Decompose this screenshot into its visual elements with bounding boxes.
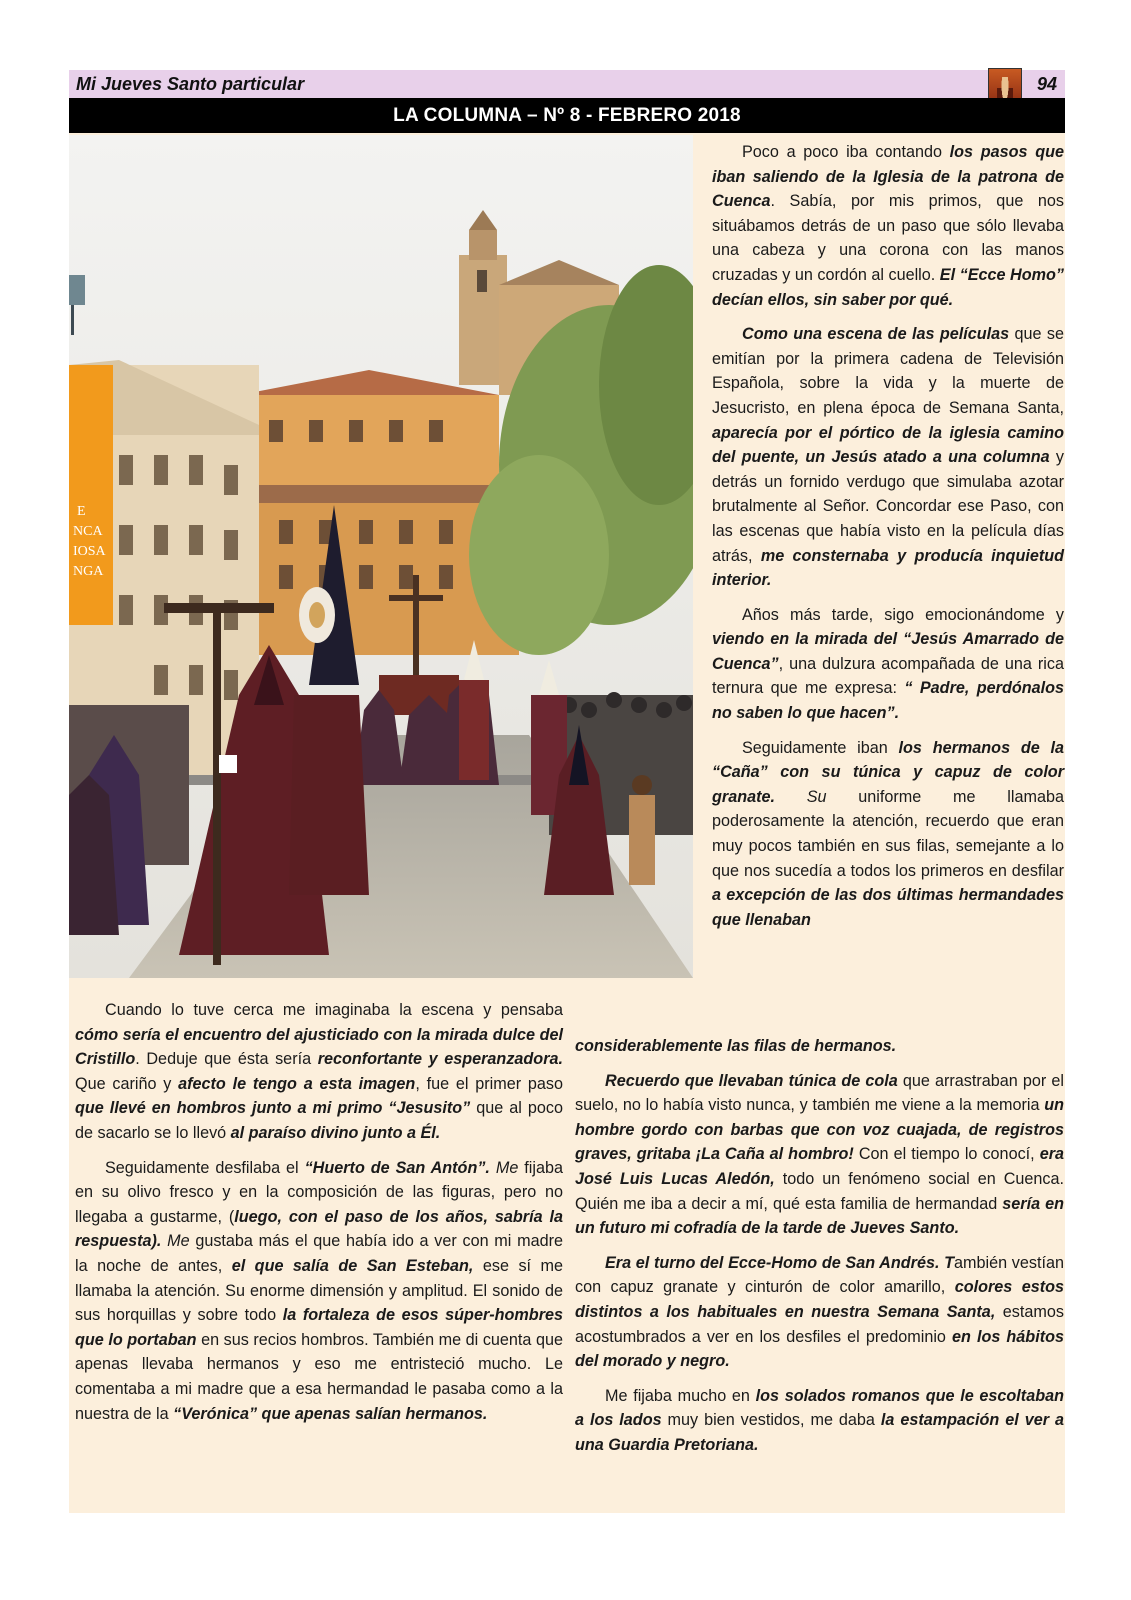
text-run: , fue el primer paso [415,1074,564,1093]
text-run: El “Ecce Homo” decían ellos, sin saber por qué. [712,265,1064,309]
text-run: Seguidamente iban [742,738,899,757]
text-run: Me [489,1158,519,1177]
text-run: la estampación el ver a una Guardia Pretoriana. [575,1411,1064,1454]
text-run: Seguidamente desfilaba el [105,1158,305,1177]
text-run: ese sí me llamaba la atención. Su enorme dimensión y amplitud. El sonido de sus horquillas y sobre todo [75,1256,564,1325]
text-run: . Deduje que ésta sería [135,1050,318,1069]
text-run: un hombre gordo con barbas que con voz cuajada, de registros graves, gritaba ¡La Caña al hombro! [575,1096,1064,1164]
text-run: Cuando lo tuve cerca me imaginaba la escena y pensaba [105,1001,563,1019]
page-number: 94 [1036,74,1057,94]
text-run: uniforme me llamaba poderosamente la atención, recuerdo que eran muy pocos también en sus filas, semejante a lo que nos sucedía a todos los primeros en desfilar [712,787,1064,880]
text-run: los hermanos de la “Caña” con su túnica y capuz de color granate. [712,738,1064,806]
text-run: . Sabía, por mis primos, que nos situábamos detrás de un paso que sólo llevaba una cabeza y una corona con las manos cruzadas y un cordón al cuello. [712,192,1064,284]
banner-line-4: NGA [73,564,104,579]
text-run: que arrastraban por el suelo, no lo había visto nunca, y también me viene a la memoria [575,1071,1064,1115]
text-run: viendo en la mirada del “Jesús Amarrado de Cuenca” [712,630,1064,673]
text-run: me consternaba y producía inquietud interior. [712,546,1065,590]
text-run: reconfortante y esperanzadora. [317,1050,563,1069]
text-run: Como una escena de las películas [742,325,1010,344]
text-run: luego, con el paso de los años, sabría la respuesta). [75,1207,563,1251]
text-run: gustaba más el que había ido a ver con mi madre la noche de antes, [75,1232,563,1275]
header-band [69,70,1065,98]
text-run: , una dulzura acompañada de una rica ternura que me expresa: [712,654,1064,698]
text-run: considerablemente las filas de hermanos. [575,1037,897,1055]
right-column-text [712,140,1064,942]
section-title: Mi Jueves Santo particular [76,74,305,94]
text-run: “ Padre, perdónalos no saben lo que hacen”. [712,679,1064,723]
procession-photo [69,135,693,978]
text-run: ambién vestían con capuz granate y cinturón de color amarillo, [575,1253,1064,1297]
paragraph [712,736,1064,933]
text-run: estamos acostumbrados a ver en los desfiles el predominio [575,1302,1064,1346]
paragraph-continuation [575,1034,1064,1059]
paragraph [75,998,563,1146]
text-run: afecto le tengo a esta imagen [178,1074,416,1093]
text-run: al paraíso divino junto a Él. [230,1123,441,1142]
text-run: Su [774,787,827,806]
text-run: muy bien vestidos, me daba [661,1411,881,1430]
text-run: “Huerto de San Antón”. [304,1158,490,1177]
paragraph [575,1251,1064,1374]
text-run: en los hábitos del morado y negro. [575,1327,1064,1371]
text-run: el que salía de San Esteban, [231,1256,474,1275]
paragraph [712,140,1064,312]
text-run: era José Luis Lucas Aledón, [575,1145,1064,1188]
text-run: Poco a poco iba contando [742,143,950,161]
paragraph [712,603,1064,726]
text-run: Con el tiempo lo conocí, [853,1145,1040,1164]
text-run: la fortaleza de esos súper-hombres que lo portaban [75,1306,563,1349]
text-run: colores estos distintos a los habituales en nuestra Semana Santa, [575,1278,1064,1321]
text-run: Años más tarde, sigo emocionándome y [742,605,1064,624]
text-run: que llevé en hombros junto a mi primo “Jesusito” [75,1099,471,1118]
paragraph [712,322,1064,593]
text-run: los pasos que iban saliendo de la Iglesia de la patrona de Cuenca [712,143,1065,211]
text-run: sería en un futuro mi cofradía de la tarde de Jueves Santo. [575,1194,1064,1238]
banner-line-3: IOSA [73,544,106,559]
text-run: “Verónica” que apenas salían hermanos. [173,1404,488,1423]
banner-line-1: E [77,504,86,519]
magazine-title: LA COLUMNA – Nº 8 - FEBRERO 2018 [69,98,1065,133]
text-run: Me [161,1232,190,1251]
paragraph [575,1069,1064,1241]
text-run: a excepción de las dos últimas hermandades que llenaban [712,886,1064,929]
bottom-right-column-text [575,1034,1064,1468]
banner-line-2: NCA [73,524,103,539]
text-run: en sus recios hombros. También me di cuenta que apenas llevaba hermanos y eso me entristeció mucho. Le comentaba a mi madre que a esa hermandad le pasaba como a la nuestra de la [75,1330,563,1423]
text-run: Que cariño y [75,1074,179,1093]
bottom-left-column-text [75,998,563,1436]
text-run: aparecía por el pórtico de la iglesia camino del puente, un Jesús atado a una columna [712,423,1064,467]
text-run: que se emitían por la primera cadena de Televisión Española, sobre la vida y la muerte de Jesucristo, en plena época de Semana Santa, [712,325,1064,417]
paragraph [75,1156,563,1427]
text-run: Era el turno del Ecce-Homo de San Andrés. T [605,1253,955,1272]
paragraph [575,1384,1064,1458]
procession-illustration [69,135,693,978]
text-run: todo un fenómeno social en Cuenca. Quién me iba a decir a mí, qué esta familia de hermandad [575,1169,1064,1213]
text-run: fijaba en su olivo fresco y en la composición de las figuras, pero no llegaba a gustarme, ( [75,1158,563,1226]
text-run: que al poco de sacarlo se lo llevó [75,1099,563,1142]
text-run: los solados romanos que le escoltaban a los lados [575,1386,1064,1430]
text-run: Me fijaba mucho en [605,1386,756,1405]
text-run: Recuerdo que llevaban túnica de cola [605,1071,898,1090]
text-run: y detrás un fornido verdugo que simulaba azotar brutalmente al Señor. Concordar ese Paso, con las escenas que había visto en la película días atrás, [712,448,1065,565]
text-run: cómo sería el encuentro del ajusticiado con la mirada dulce del Cristillo [75,1025,563,1069]
